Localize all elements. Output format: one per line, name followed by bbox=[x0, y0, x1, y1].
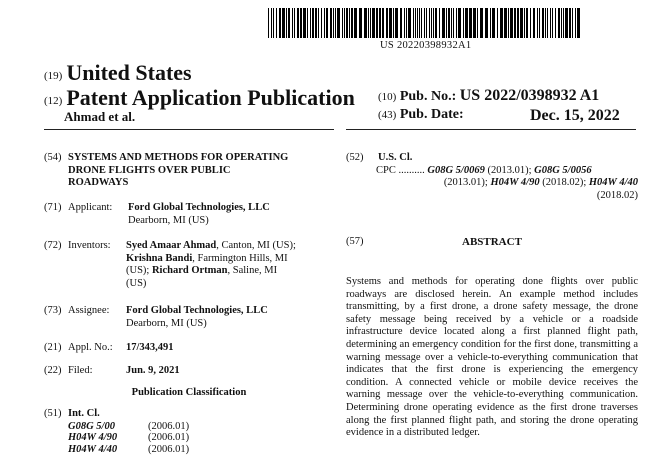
applicant-location: Dearborn, MI (US) bbox=[128, 214, 209, 226]
barcode-number: US 20220398932A1 bbox=[380, 40, 472, 51]
appl-no: 17/343,491 bbox=[126, 342, 174, 353]
int-cl-code-value: H04W 4/90 bbox=[68, 432, 118, 444]
inventor-1-name: Syed Amaar Ahmad bbox=[126, 240, 217, 251]
cpc-code-3: H04W 4/90 bbox=[490, 177, 540, 189]
header-rule-right bbox=[346, 129, 636, 130]
cpc-year-2: (2013.01); bbox=[443, 177, 491, 189]
int-cl-row bbox=[68, 421, 189, 433]
int-cl-code-value: H04W 4/40 bbox=[68, 443, 118, 455]
cpc-code-4: H04W 4/40 bbox=[588, 177, 638, 189]
applicant-name: Ford Global Technologies, LLC bbox=[128, 202, 270, 213]
inventor-3-name: Richard Ortman bbox=[151, 265, 228, 277]
inventor-3-country: (US) bbox=[126, 277, 147, 289]
title-line-3: ROADWAYS bbox=[68, 177, 129, 189]
us-cl-block bbox=[346, 152, 638, 202]
header-rule-left bbox=[44, 129, 334, 130]
inventor-2-name: Krishna Bandi bbox=[126, 252, 193, 264]
assignee-block bbox=[44, 305, 334, 330]
pub-date-label: Pub. Date: bbox=[399, 107, 464, 122]
inventor-2-country: (US); bbox=[126, 265, 152, 277]
pub-no: US 2022/0398932 A1 bbox=[459, 87, 600, 104]
cpc-label: CPC .......... bbox=[376, 164, 425, 176]
int-cl-year: (2006.01) bbox=[148, 443, 190, 455]
int-cl-label: Int. Cl. bbox=[68, 408, 100, 419]
abstract-heading-row bbox=[346, 236, 638, 249]
assignee-name: Ford Global Technologies, LLC bbox=[126, 305, 268, 316]
filed-label: Filed: bbox=[68, 365, 93, 376]
us-cl-label: U.S. Cl. bbox=[378, 152, 413, 163]
abstract-text: Systems and methods for operating done flights over public roadways are disclosed herein. An example method includes transmitting, by a first drone, a drone safety message, the drone safety message being received by a vehicle or a roadside infrastructure device located along a first planned flight path, determining an emergency condition for the first done, transmitting a warning message over a vehicle-to-everything communication that indicates that the first drone is experiencing the emergency condition. A connected vehicle or mobile device receives the warning message over the vehicle-to-everything communication. Determining drone operating evidence as the first drone traverses along the first planned flight path, and storing the drone operating evidence in a distributed ledger. bbox=[346, 276, 638, 439]
pub-date-code: (43) bbox=[378, 109, 397, 121]
inventor-3-location: , Saline, MI bbox=[227, 265, 278, 277]
filed-code: (22) bbox=[44, 365, 62, 376]
appl-no-label: Appl. No.: bbox=[68, 342, 113, 353]
pub-type-code: (12) bbox=[44, 95, 63, 107]
assignee-location: Dearborn, MI (US) bbox=[126, 317, 207, 329]
title-line-1: SYSTEMS AND METHODS FOR OPERATING bbox=[68, 152, 289, 163]
pub-date: Dec. 15, 2022 bbox=[530, 107, 620, 124]
abstract-code: (57) bbox=[346, 236, 364, 247]
appl-no-block bbox=[44, 342, 334, 355]
pub-no-label: Pub. No.: bbox=[399, 89, 457, 104]
inventors-code: (72) bbox=[44, 240, 62, 251]
appl-no-code: (21) bbox=[44, 342, 62, 353]
cpc-code-2: G08G 5/0056 bbox=[534, 164, 592, 176]
int-cl-table bbox=[68, 421, 189, 456]
cpc-year-3: (2018.02); bbox=[539, 177, 589, 189]
int-cl-code: (51) bbox=[44, 408, 62, 419]
int-cl-year: (2006.01) bbox=[148, 432, 190, 444]
pub-no-code: (10) bbox=[378, 91, 397, 103]
inventor-2-location: , Farmington Hills, MI bbox=[192, 252, 288, 264]
inventor-1-location: , Canton, MI (US); bbox=[216, 240, 296, 251]
cpc-year-1: (2013.01); bbox=[484, 164, 535, 176]
int-cl-code-value: G08G 5/00 bbox=[68, 420, 115, 432]
int-cl-row bbox=[68, 432, 189, 444]
applicant-label: Applicant: bbox=[68, 202, 113, 213]
pub-no-line bbox=[378, 87, 599, 105]
inventors-short: Ahmad et al. bbox=[64, 109, 136, 124]
us-cl-code: (52) bbox=[346, 152, 364, 163]
title-block bbox=[44, 152, 334, 190]
int-cl-block bbox=[44, 408, 334, 455]
inventors-label: Inventors: bbox=[68, 240, 111, 251]
cpc-year-4: (2018.02) bbox=[596, 189, 638, 201]
assignee-code: (73) bbox=[44, 305, 62, 316]
cpc-code-1: G08G 5/0069 bbox=[427, 164, 485, 176]
int-cl-row bbox=[68, 444, 189, 456]
pub-date-line bbox=[378, 107, 648, 123]
filed-date: Jun. 9, 2021 bbox=[126, 365, 180, 376]
barcode bbox=[268, 8, 580, 38]
abstract-heading: ABSTRACT bbox=[462, 236, 522, 248]
country-code: (19) bbox=[44, 70, 63, 82]
inventors-block bbox=[44, 240, 344, 290]
applicant-block bbox=[44, 202, 334, 227]
title-line-2: DRONE FLIGHTS OVER PUBLIC bbox=[68, 164, 231, 176]
country: United States bbox=[66, 60, 192, 85]
assignee-label: Assignee: bbox=[68, 305, 110, 316]
title-code: (54) bbox=[44, 152, 62, 163]
publication-type: Patent Application Publication bbox=[66, 85, 355, 110]
applicant-code: (71) bbox=[44, 202, 62, 213]
int-cl-year: (2006.01) bbox=[148, 420, 190, 432]
publication-classification-heading: Publication Classification bbox=[131, 387, 247, 398]
country-line bbox=[44, 60, 192, 86]
publication-type-line bbox=[44, 85, 355, 111]
filed-block bbox=[44, 365, 334, 378]
